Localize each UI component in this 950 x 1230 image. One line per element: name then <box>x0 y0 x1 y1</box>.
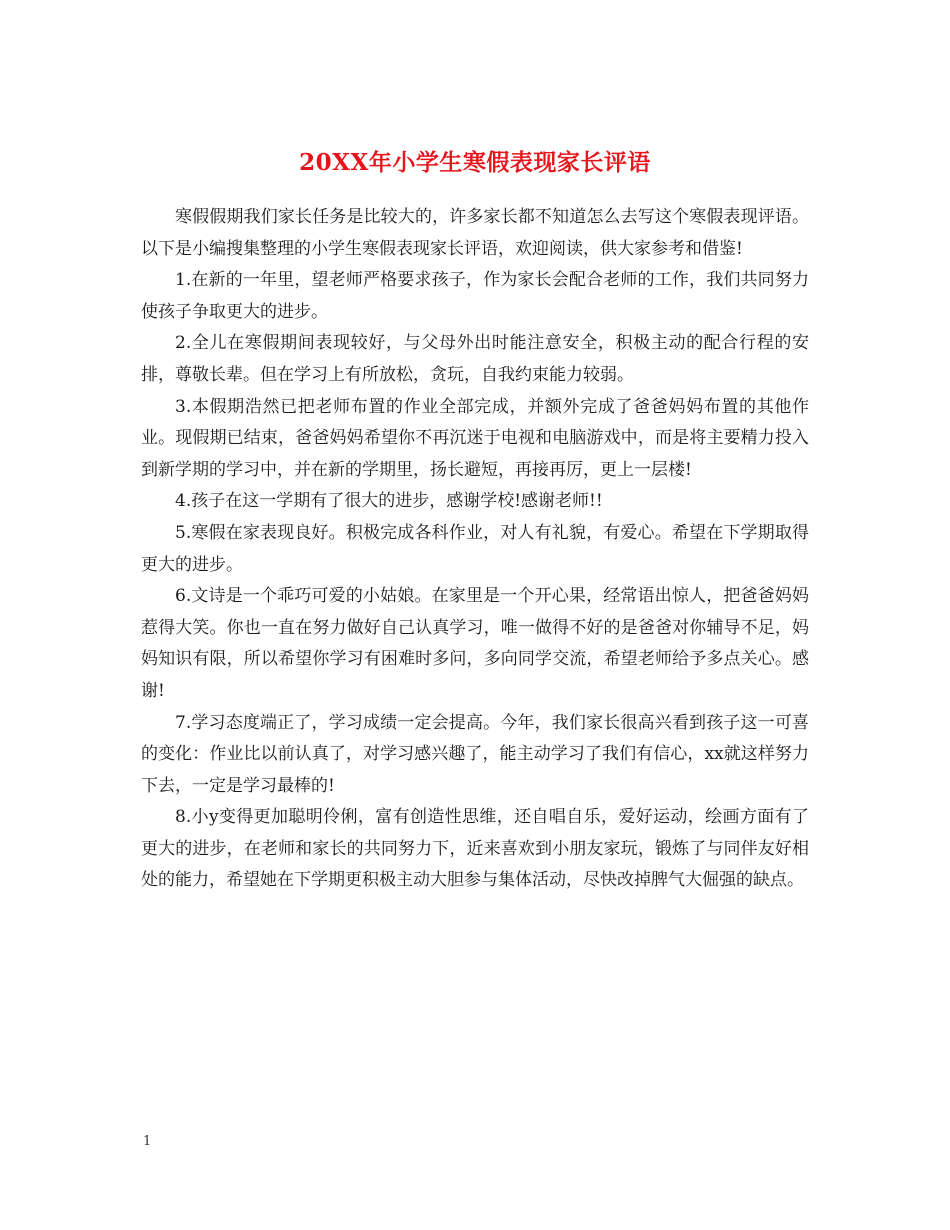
comment-paragraph-2: 2.全儿在寒假期间表现较好，与父母外出时能注意安全，积极主动的配合行程的安排，尊敬长辈。但在学习上有所放松，贪玩，自我约束能力较弱。 <box>141 333 809 385</box>
comment-paragraph-3: 3.本假期浩然已把老师布置的作业全部完成，并额外完成了爸爸妈妈布置的其他作业。现假期已结束，爸爸妈妈希望你不再沉迷于电视和电脑游戏中，而是将主要精力投入到新学期的学习中，并在新的学期里，扬长避短，再接再厉，更上一层楼! <box>141 396 809 480</box>
comment-paragraph-1: 1.在新的一年里，望老师严格要求孩子，作为家长会配合老师的工作，我们共同努力使孩子争取更大的进步。 <box>141 270 809 322</box>
document-body <box>141 202 809 897</box>
comment-paragraph-5: 5.寒假在家表现良好。积极完成各科作业，对人有礼貌，有爱心。希望在下学期取得更大的进步。 <box>141 522 809 575</box>
comment-paragraph-4: 4.孩子在这一学期有了很大的进步，感谢学校!感谢老师!! <box>175 491 603 512</box>
comment-paragraph-7: 7.学习态度端正了，学习成绩一定会提高。今年，我们家长很高兴看到孩子这一可喜的变化：作业比以前认真了，对学习感兴趣了，能主动学习了我们有信心，xx就这样努力下去，一定是学习最棒的! <box>141 712 809 796</box>
intro-paragraph: 寒假假期我们家长任务是比较大的，许多家长都不知道怎么去写这个寒假表现评语。以下是小编搜集整理的小学生寒假表现家长评语，欢迎阅读，供大家参考和借鉴! <box>141 207 809 259</box>
comment-paragraph-6: 6.文诗是一个乖巧可爱的小姑娘。在家里是一个开心果，经常语出惊人，把爸爸妈妈惹得大笑。你也一直在努力做好自己认真学习，唯一做得不好的是爸爸对你辅导不足，妈妈知识有限，所以希望你学习有困难时多问，多向同学交流，希望老师给予多点关心。感谢! <box>141 586 809 701</box>
page-number: 1 <box>143 1134 152 1149</box>
comment-paragraph-8: 8.小y变得更加聪明伶俐，富有创造性思维，还自唱自乐，爱好运动，绘画方面有了更大的进步，在老师和家长的共同努力下，近来喜欢到小朋友家玩，锻炼了与同伴友好相处的能力，希望她在下学期更积极主动大胆参与集体活动，尽快改掉脾气大倔强的缺点。 <box>141 807 809 891</box>
document-title: 20XX年小学生寒假表现家长评语 <box>299 149 651 177</box>
